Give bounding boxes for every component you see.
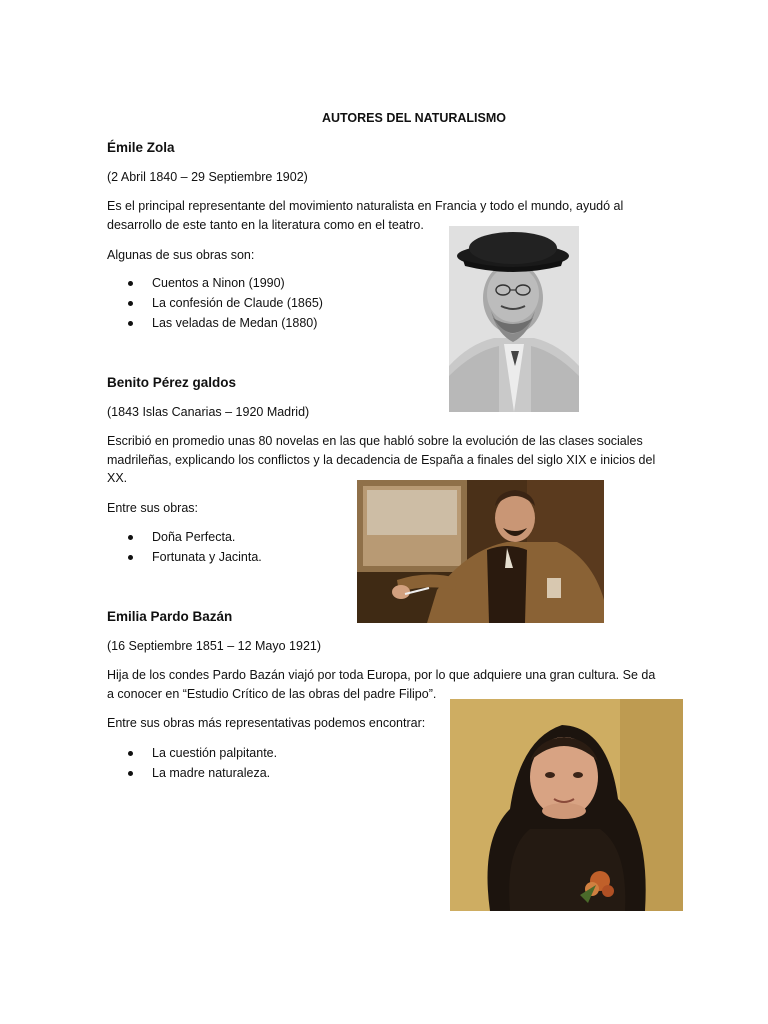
author-name-galdos: Benito Pérez galdos — [107, 375, 237, 390]
bullet-icon — [128, 771, 133, 776]
pardo-bazan-portrait-image — [450, 699, 683, 911]
bullet-icon — [128, 281, 133, 286]
bullet-icon — [128, 301, 133, 306]
work-item: La madre naturaleza. — [152, 766, 271, 780]
author-description-line: Es el principal representante del movimiento naturalista en Francia y todo el mundo, ayudó al — [107, 199, 624, 213]
author-dates-galdos: (1843 Islas Canarias – 1920 Madrid) — [107, 405, 310, 419]
work-item: La cuestión palpitante. — [152, 746, 278, 760]
work-item: La confesión de Claude (1865) — [152, 296, 323, 310]
bullet-icon — [128, 535, 133, 540]
author-description-line: Escribió en promedio unas 80 novelas en las que habló sobre la evolución de las clases sociales — [107, 434, 643, 448]
document-title: AUTORES DEL NATURALISMO — [321, 111, 507, 125]
author-description-line: a conocer en “Estudio Crítico de las obras del padre Filipo”. — [107, 687, 437, 701]
works-intro-galdos: Entre sus obras: — [107, 501, 199, 515]
galdos-portrait-image — [357, 480, 604, 623]
author-name-pardo-bazan: Emilia Pardo Bazán — [107, 609, 233, 624]
bullet-icon — [128, 555, 133, 560]
bullet-icon — [128, 321, 133, 326]
author-name-zola: Émile Zola — [107, 140, 175, 155]
works-intro-zola: Algunas de sus obras son: — [107, 248, 255, 262]
author-dates-pardo-bazan: (16 Septiembre 1851 – 12 Mayo 1921) — [107, 639, 322, 653]
work-item: Doña Perfecta. — [152, 530, 236, 544]
bullet-icon — [128, 751, 133, 756]
work-item: Fortunata y Jacinta. — [152, 550, 262, 564]
author-description-line: Hija de los condes Pardo Bazán viajó por toda Europa, por lo que adquiere una gran cultura. Se da — [107, 668, 656, 682]
work-item: Cuentos a Ninon (1990) — [152, 276, 285, 290]
work-item: Las veladas de Medan (1880) — [152, 316, 318, 330]
works-intro-pardo-bazan: Entre sus obras más representativas podemos encontrar: — [107, 716, 426, 730]
author-description-line: desarrollo de este tanto en la literatura como en el teatro. — [107, 218, 424, 232]
author-dates-zola: (2 Abril 1840 – 29 Septiembre 1902) — [107, 170, 308, 184]
author-description-line: madrileñas, explicando los conflictos y la decadencia de España a finales del siglo XIX e inicios del — [107, 453, 656, 467]
author-description-line: XX. — [107, 471, 128, 485]
zola-portrait-image — [449, 226, 579, 412]
